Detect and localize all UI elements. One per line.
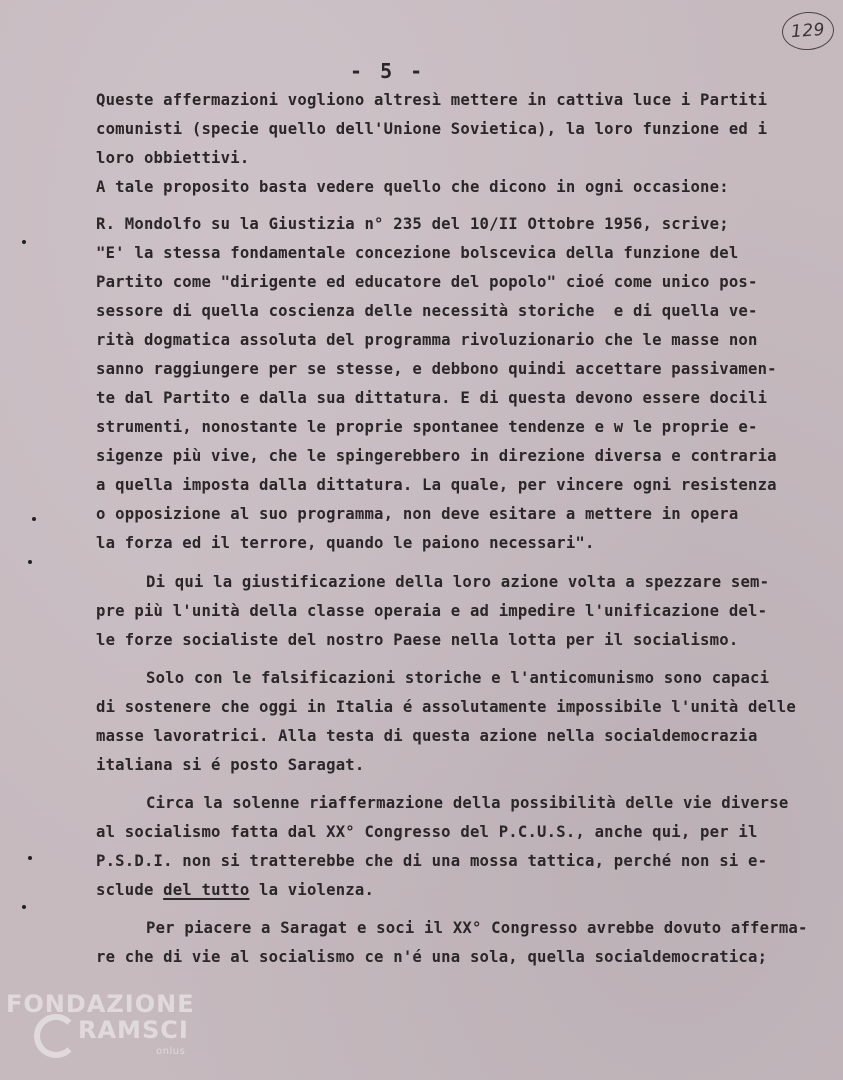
text-line: A tale proposito basta vedere quello che dicono in ogni occasione: [96,178,729,196]
gramsci-g-logo-icon [34,1014,78,1058]
text-segment: sclude [96,881,154,899]
margin-mark [22,905,26,909]
text-line: strumenti, nonostante le proprie spontanee tendenze e w le proprie e- [96,418,758,436]
page-number: - 5 - [350,59,426,83]
text-line: te dal Partito e dalla sua dittatura. E di questa devono essere docili [96,389,768,407]
text-line: comunisti (specie quello dell'Unione Sovietica), la loro funzione ed i [96,120,768,138]
margin-mark [28,856,32,860]
margin-mark [28,560,32,564]
text-line: la forza ed il terrore, quando le paiono necessari". [96,534,595,552]
text-line: Di qui la giustificazione della loro azione volta a spezzare sem- [146,573,770,591]
text-line: Queste affermazioni vogliono altresì mettere in cattiva luce i Partiti [96,91,768,109]
text-line: pre più l'unità della classe operaia e ad impedire l'unificazione del- [96,602,768,620]
archive-number-stamp: 129 [781,10,836,52]
text-line: "E' la stessa fondamentale concezione bolscevica della funzione del [96,244,739,262]
text-line: sanno raggiungere per se stesse, e debbono quindi accettare passivamen- [96,360,777,378]
text-line: rità dogmatica assoluta del programma rivoluzionario che le masse non [96,331,758,349]
text-line: di sostenere che oggi in Italia é assolutamente impossibile l'unità delle [96,698,796,716]
text-segment: la violenza. [259,881,375,899]
text-line: R. Mondolfo su la Giustizia n° 235 del 10/II Ottobre 1956, scrive; [96,215,729,233]
watermark-line-2: RAMSCI [78,1016,189,1044]
text-line: a quella imposta dalla dittatura. La quale, per vincere ogni resistenza [96,476,777,494]
watermark-onlus: onlus [156,1046,186,1057]
fondazione-gramsci-watermark [6,990,226,1070]
underlined-phrase: del tutto [163,881,250,899]
text-line: masse lavoratrici. Alla testa di questa azione nella socialdemocrazia [96,727,758,745]
text-line: Per piacere a Saragat e soci il XX° Congresso avrebbe dovuto afferma- [146,919,808,937]
text-line: P.S.D.I. non si tratterebbe che di una mossa tattica, perché non si e- [96,852,768,870]
text-line: o opposizione al suo programma, non deve esitare a mettere in opera [96,505,739,523]
text-line: re che di vie al socialismo ce n'é una sola, quella socialdemocratica; [96,948,768,966]
text-line: Partito come "dirigente ed educatore del popolo" cioé come unico pos- [96,273,758,291]
text-line: sigenze più vive, che le spingerebbero in direzione diversa e contraria [96,447,777,465]
margin-mark [22,240,26,244]
text-line: le forze socialiste del nostro Paese nella lotta per il socialismo. [96,631,739,649]
text-line: Solo con le falsificazioni storiche e l'anticomunismo sono capaci [146,669,770,687]
text-line: loro obbiettivi. [96,149,250,167]
text-line: italiana si é posto Saragat. [96,756,365,774]
watermark-line-1: FONDAZIONE [6,990,195,1018]
text-line: al socialismo fatta dal XX° Congresso del P.C.U.S., anche qui, per il [96,823,758,841]
margin-mark [32,517,36,521]
text-line [96,880,374,900]
text-line: sessore di quella coscienza delle necessità storiche e di quella ve- [96,302,758,320]
text-line: Circa la solenne riaffermazione della possibilità delle vie diverse [146,794,789,812]
